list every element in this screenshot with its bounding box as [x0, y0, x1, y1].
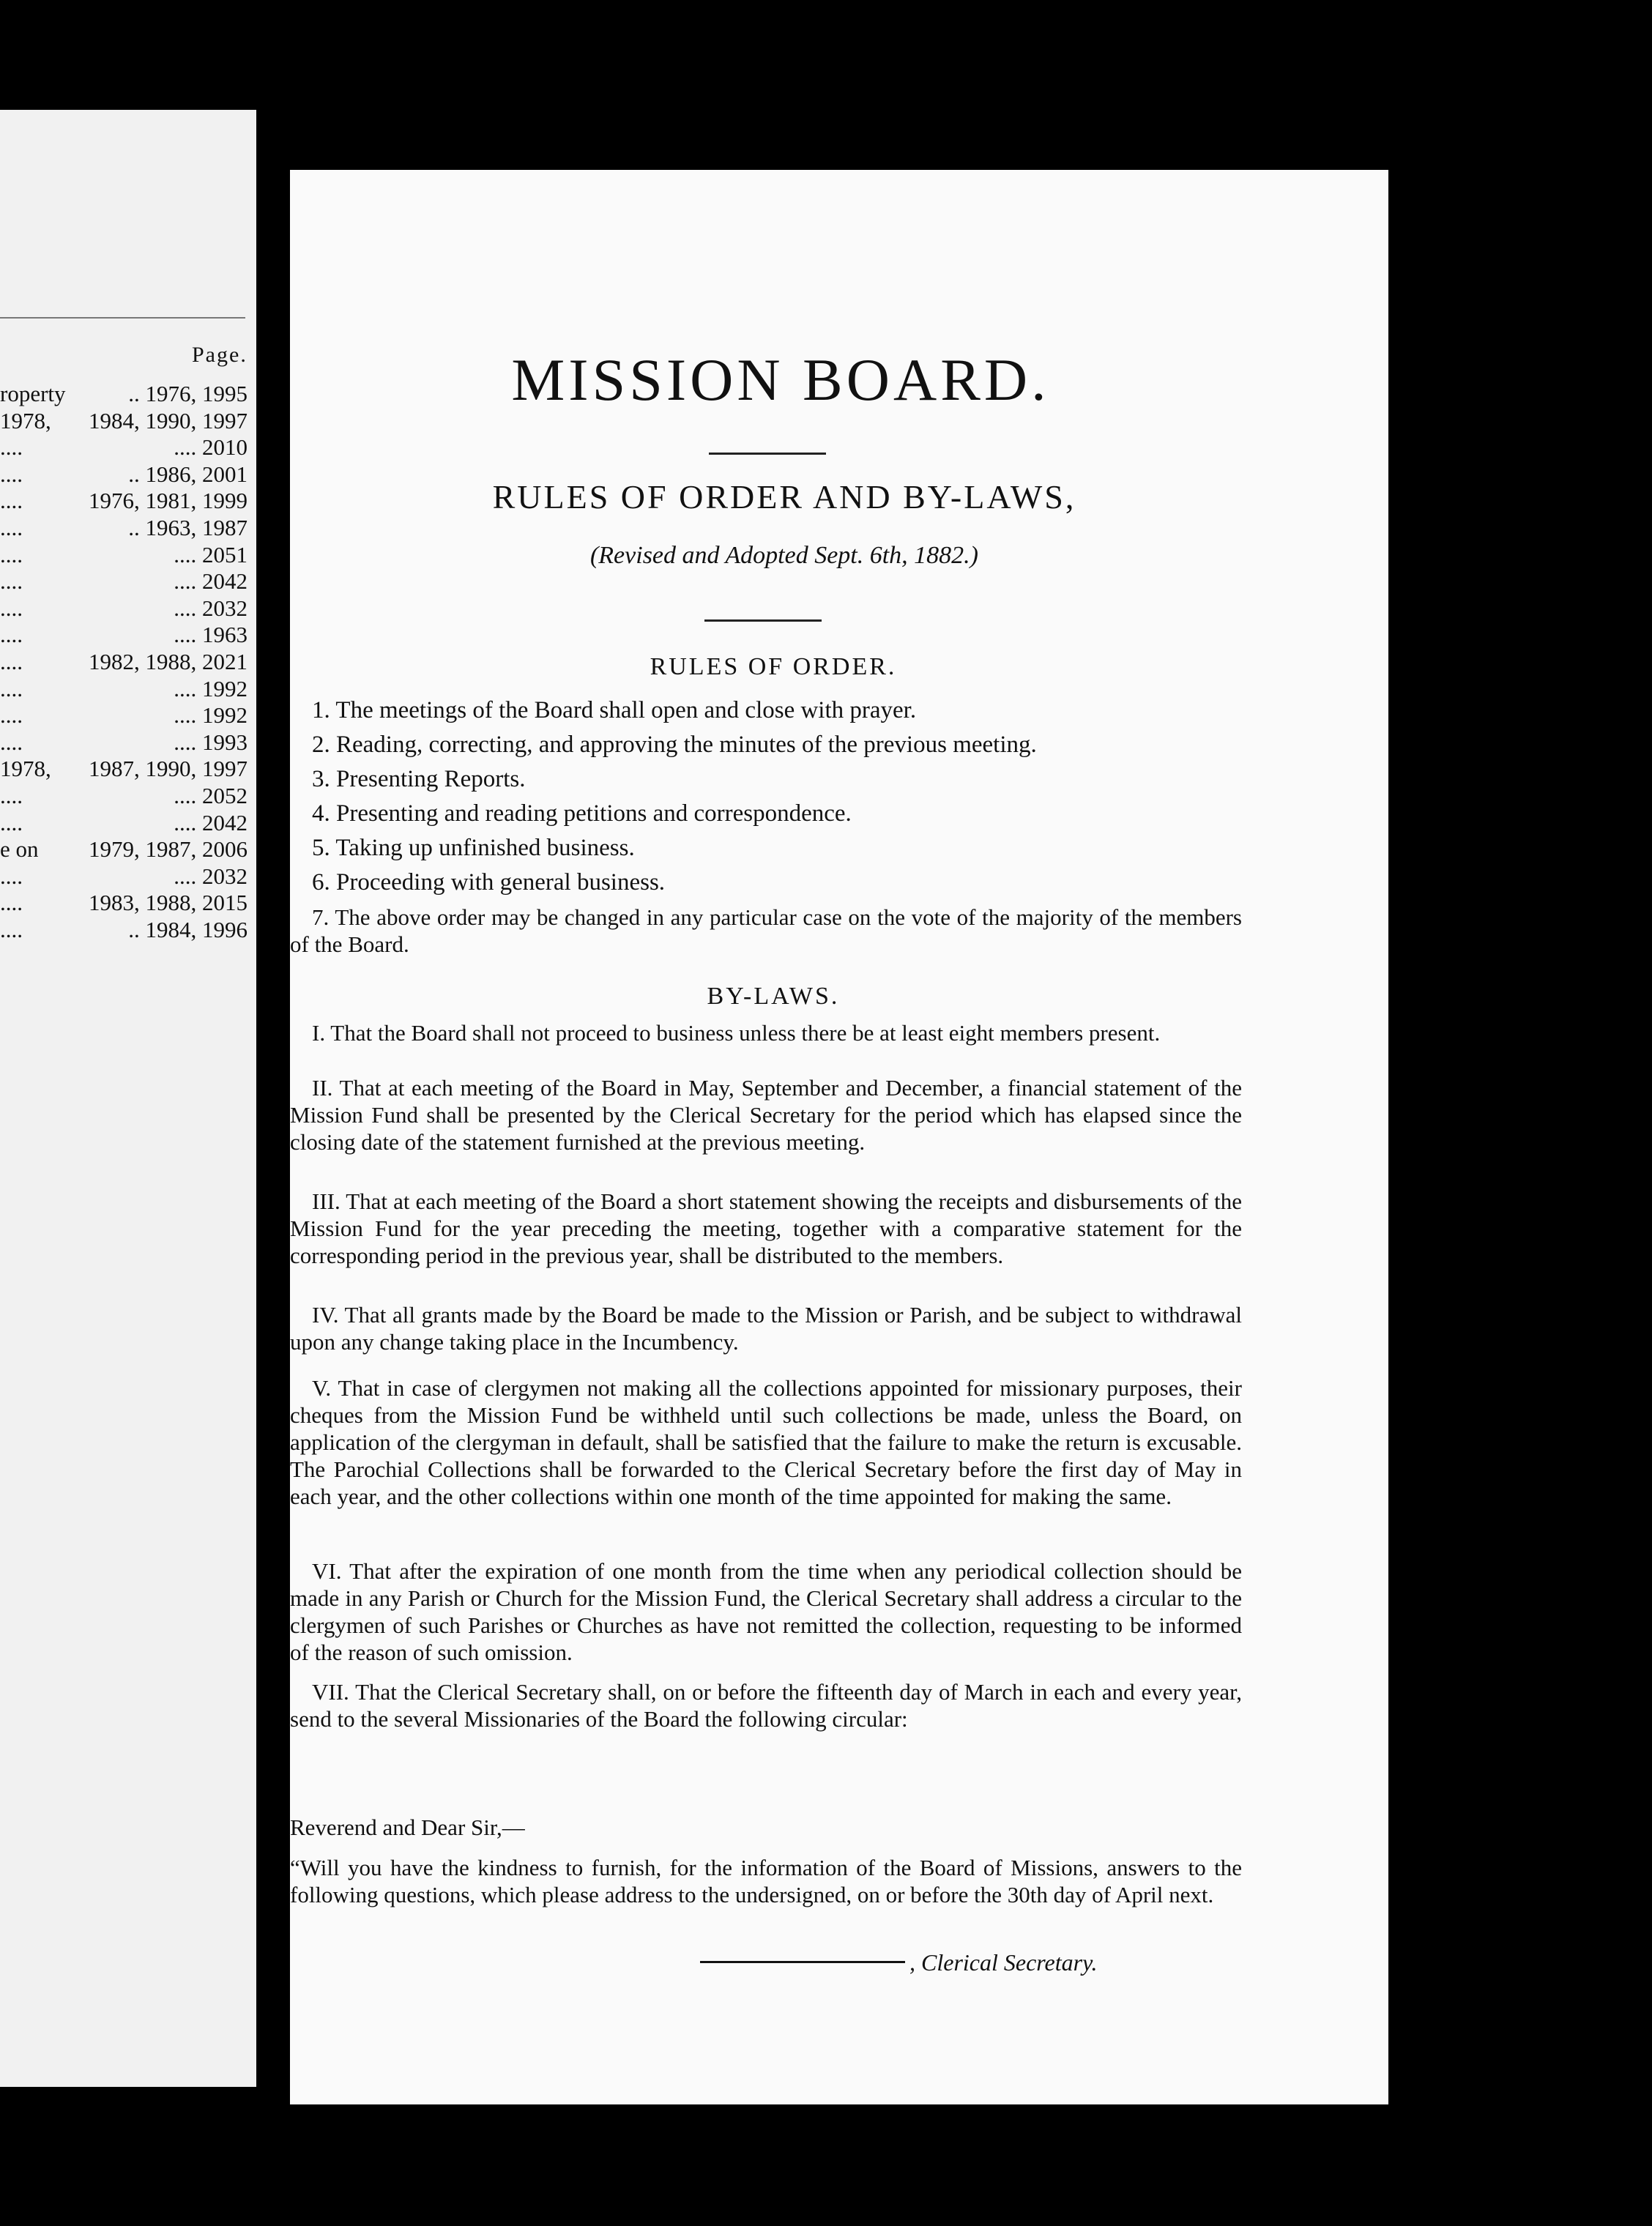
rule-text: The above order may be changed in any particular case on the vote of the majority of the members of the Board. — [290, 904, 1242, 957]
index-pages: 1976, 1981, 1999 — [89, 488, 248, 514]
bylaw-item — [290, 1557, 1242, 1666]
revision-note: (Revised and Adopted Sept. 6th, 1882.) — [589, 542, 979, 569]
index-pages: 1984, 1990, 1997 — [89, 407, 248, 433]
rule-item — [312, 869, 1308, 896]
index-entry: 1978, — [0, 756, 51, 782]
signature-line — [700, 1949, 1098, 1976]
index-entry: .... — [0, 917, 23, 942]
title-divider — [709, 453, 826, 455]
index-entry: .... — [0, 863, 23, 889]
index-row — [0, 756, 248, 782]
index-entry: .... — [0, 541, 23, 567]
index-row — [0, 810, 248, 836]
rule-item — [312, 835, 1308, 862]
index-entry: e on — [0, 836, 39, 863]
signature-title: , Clerical Secretary. — [909, 1949, 1098, 1976]
rule-item — [312, 697, 1308, 724]
index-row — [0, 515, 248, 541]
rule-item — [290, 904, 1242, 958]
index-pages: .. 1963, 1987 — [128, 515, 248, 540]
bylaw-item — [290, 1019, 1242, 1046]
rules-heading: RULES OF ORDER. — [650, 653, 897, 680]
index-row — [0, 702, 248, 729]
index-row — [0, 595, 248, 622]
index-pages: 1987, 1990, 1997 — [89, 756, 248, 782]
index-pages: .... 2052 — [174, 783, 248, 808]
subtitle-divider — [704, 619, 822, 622]
document-subtitle: RULES OF ORDER AND BY-LAWS, — [492, 478, 1076, 515]
index-entry: .... — [0, 783, 23, 808]
index-pages: .... 2042 — [174, 809, 248, 835]
index-row — [0, 434, 248, 461]
index-entry: .... — [0, 702, 23, 729]
bylaw-text: That the Board shall not proceed to business unless there be at least eight members present. — [330, 1020, 1161, 1046]
index-pages: .... 2042 — [174, 568, 248, 595]
index-pages: .... 1992 — [174, 702, 248, 729]
left-facing-page — [0, 110, 256, 2087]
index-entry: 1978, — [0, 407, 51, 433]
index-pages: 1979, 1987, 2006 — [89, 836, 248, 863]
index-entry: .... — [0, 729, 23, 755]
index-row — [0, 917, 248, 943]
index-pages: .... 1963 — [174, 622, 248, 648]
index-pages: 1982, 1988, 2021 — [89, 649, 248, 674]
index-entry: .... — [0, 461, 23, 487]
left-page-rule — [0, 317, 245, 319]
index-pages: .. 1986, 2001 — [128, 461, 248, 487]
bylaw-item — [290, 1374, 1242, 1510]
circular-letter: “Will you have the kindness to furnish, for the information of the Board of Missions, answers to the following questions, which please address to the undersigned, on or before the 30th day of April next. — [290, 1855, 1242, 1907]
rule-text: Proceeding with general business. — [336, 869, 666, 896]
rule-item — [312, 800, 1308, 827]
bylaw-text: That all grants made by the Board be made to the Mission or Parish, and be subject to withdrawal upon any change taking place in the Incumbency. — [290, 1302, 1242, 1355]
index-row — [0, 836, 248, 863]
index-pages: .... 2010 — [174, 434, 248, 461]
rule-text: Taking up unfinished business. — [335, 835, 635, 861]
index-row — [0, 890, 248, 916]
index-pages: .... 1993 — [174, 729, 248, 755]
index-row — [0, 461, 248, 488]
index-row — [0, 863, 248, 890]
bylaw-number: V. — [312, 1375, 332, 1401]
bylaw-text: That after the expiration of one month from the time when any periodical collection should be made in any Parish or Church for the Mission Fund, the Clerical Secretary shall address a circular to the clergymen of such Parishes or Churches as have not remitted the collection, requesting to be informed of the reason of such omission. — [290, 1558, 1242, 1665]
index-pages: 1983, 1988, 2015 — [89, 890, 248, 916]
document-title: MISSION BOARD. — [511, 346, 1050, 413]
bylaw-number: III. — [312, 1188, 341, 1214]
index-entry: .... — [0, 434, 23, 461]
index-entry: .... — [0, 649, 23, 674]
rule-text: Presenting Reports. — [336, 766, 526, 792]
index-entry: .... — [0, 809, 23, 835]
index-row — [0, 729, 248, 756]
rule-item — [312, 766, 1308, 793]
rule-number: 1. — [312, 697, 330, 723]
index-row — [0, 408, 248, 434]
bylaw-text: That at each meeting of the Board a short statement showing the receipts and disbursements of the Mission Fund for the year preceding the meeting, together with a comparative statement for the corresponding period in the previous year, shall be distributed to the members. — [290, 1188, 1242, 1268]
index-entry: .... — [0, 515, 23, 540]
bylaw-number: II. — [312, 1075, 333, 1101]
index-row — [0, 649, 248, 675]
index-entry: .... — [0, 488, 23, 514]
index-entry: .... — [0, 675, 23, 701]
index-pages: .... 2032 — [174, 595, 248, 621]
index-entry: .... — [0, 568, 23, 595]
index-row — [0, 676, 248, 702]
index-entry: .... — [0, 622, 23, 648]
index-pages: .... 1992 — [174, 675, 248, 701]
rule-text: Reading, correcting, and approving the minutes of the previous meeting. — [336, 732, 1037, 758]
index-pages: .. 1984, 1996 — [128, 917, 248, 942]
rule-number: 7. — [312, 904, 330, 930]
index-row — [0, 783, 248, 809]
index-entry: .... — [0, 595, 23, 621]
bylaws-heading: BY-LAWS. — [707, 983, 840, 1010]
bylaw-item — [290, 1678, 1242, 1732]
index-row — [0, 568, 248, 595]
rule-number: 4. — [312, 800, 330, 827]
bylaw-item — [290, 1074, 1242, 1155]
bylaw-text: That at each meeting of the Board in May, September and December, a financial statement of the Mission Fund shall be presented by the Clerical Secretary for the period which has elapsed since the closing date of the statement furnished at the previous meeting. — [290, 1075, 1242, 1155]
bylaw-number: VII. — [312, 1679, 349, 1705]
rule-number: 6. — [312, 869, 330, 896]
index-row — [0, 622, 248, 648]
bylaw-number: I. — [312, 1020, 326, 1046]
rule-number: 2. — [312, 732, 330, 758]
bylaw-text: That the Clerical Secretary shall, on or before the fifteenth day of March in each and every year, send to the several Missionaries of the Board the following circular: — [290, 1679, 1242, 1732]
rule-number: 3. — [312, 766, 330, 792]
signature-blank — [700, 1961, 905, 1963]
salutation: Reverend and Dear Sir,— — [290, 1814, 525, 1840]
index-entry: roperty — [0, 381, 66, 406]
bylaw-item — [290, 1301, 1242, 1355]
bylaw-item — [290, 1188, 1242, 1269]
index-pages: .... 2032 — [174, 863, 248, 889]
index-entry: .... — [0, 890, 23, 916]
bylaw-number: IV. — [312, 1302, 339, 1328]
rule-text: Presenting and reading petitions and correspondence. — [336, 800, 852, 827]
index-row — [0, 542, 248, 568]
rule-number: 5. — [312, 835, 330, 861]
index-row — [0, 381, 248, 407]
rule-item — [312, 732, 1308, 759]
bylaw-text: That in case of clergymen not making all the collections appointed for missionary purposes, their cheques from the Mission Fund be withheld until such collections be made, unless the Board, on application of the clergyman in default, shall be satisfied that the failure to make the return is excusable. The Parochial Collections shall be forwarded to the Clerical Secretary before the first day of May in each year, and the other collections within one month of the time appointed for making the same. — [290, 1375, 1242, 1509]
index-pages: .. 1976, 1995 — [128, 381, 248, 406]
bylaw-number: VI. — [312, 1558, 342, 1584]
left-page-header: Page. — [192, 343, 248, 367]
document-page — [290, 170, 1388, 2104]
index-pages: .... 2051 — [174, 541, 248, 567]
rule-text: The meetings of the Board shall open and close with prayer. — [335, 697, 917, 723]
index-row — [0, 488, 248, 514]
